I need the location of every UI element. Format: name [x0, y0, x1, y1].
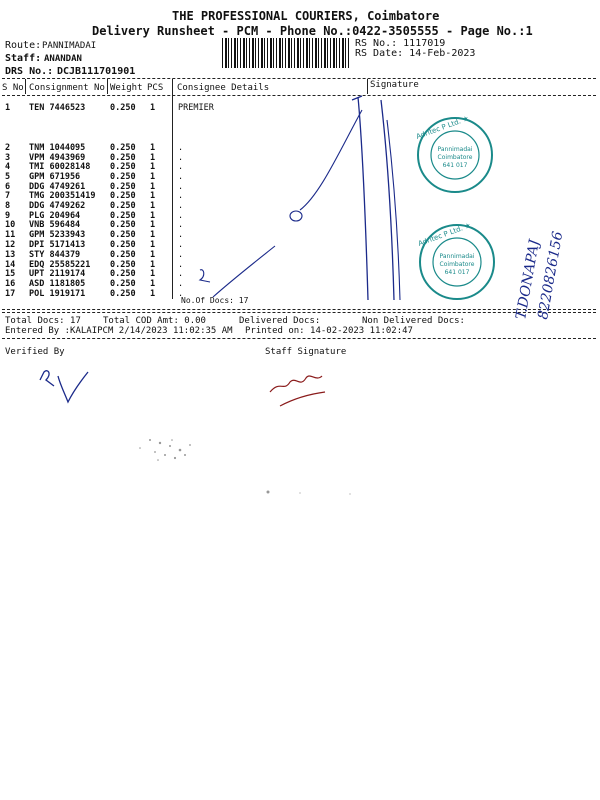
row-consignee-details: . [178, 230, 184, 240]
col-consignee: Consignee Details [177, 83, 270, 93]
row-consignment: VPM 4943969 [29, 153, 86, 163]
row-pcs: 1 [150, 153, 156, 163]
company-title: THE PROFESSIONAL COURIERS, Coimbatore [172, 9, 440, 23]
row-sno: 2 [5, 143, 11, 153]
row-consignment: DPI 5171413 [29, 240, 86, 250]
row-sno: 17 [5, 289, 16, 299]
printed-on: Printed on: 14-02-2023 11:02:47 [245, 326, 413, 336]
row-consignment: DDG 4749262 [29, 201, 86, 211]
row-consignment: GPM 671956 [29, 172, 81, 182]
row-consignee-details: . [178, 153, 184, 163]
row-consignee-details: . [178, 191, 184, 201]
row-pcs: 1 [150, 289, 156, 299]
row-consignment: TNM 1044095 [29, 143, 86, 153]
signature-stroke [381, 100, 394, 300]
row-pcs: 1 [150, 191, 156, 201]
row-sno: 14 [5, 260, 16, 270]
svg-text:641 017: 641 017 [442, 162, 468, 169]
col-pcs: PCS [147, 83, 164, 93]
row-pcs: 1 [150, 230, 156, 240]
row-weight: 0.250 [110, 230, 136, 240]
row-consignment: UPT 2119174 [29, 269, 86, 279]
row-weight: 0.250 [110, 250, 136, 260]
row-weight: 0.250 [110, 182, 136, 192]
scan-smudge [139, 439, 350, 495]
col-weight: Weight [110, 83, 143, 93]
row-weight: 0.250 [110, 191, 136, 201]
row-sno: 7 [5, 191, 11, 201]
staff-signature [270, 376, 322, 392]
row-pcs: 1 [150, 250, 156, 260]
row-sno: 15 [5, 269, 16, 279]
row-consignee-details: . [178, 250, 184, 260]
row-sno: 3 [5, 153, 11, 163]
runsheet-subtitle: Delivery Runsheet - PCM - Phone No.:0422-3505555 - Page No.:1 [92, 24, 533, 38]
row-sno: 1 [5, 103, 11, 113]
staff-signature-label: Staff Signature [265, 347, 347, 357]
row-weight: 0.250 [110, 153, 136, 163]
row-consignee-details: . [178, 279, 184, 289]
row-consignee-details: . [178, 182, 184, 192]
staff-value: ANANDAN [44, 54, 82, 64]
row-weight: 0.250 [110, 211, 136, 221]
row-weight: 0.250 [110, 220, 136, 230]
verified-by-label: Verified By [5, 347, 65, 357]
drs-value: DCJB111701901 [57, 66, 136, 77]
handwritten-name: T.DONAPAJ [513, 238, 543, 321]
row-pcs: 1 [150, 103, 156, 113]
route-label: Route: [5, 40, 42, 51]
row-sno: 5 [5, 172, 11, 182]
col-signature: Signature [370, 80, 419, 90]
total-cod: Total COD Amt: 0.00 [103, 316, 206, 326]
row-pcs: 1 [150, 211, 156, 221]
row-pcs: 1 [150, 162, 156, 172]
entered-by: Entered By :KALAIPCM 2/14/2023 11:02:35 AM [5, 326, 233, 336]
company-stamp [415, 114, 492, 192]
row-sno: 10 [5, 220, 16, 230]
row-sno: 12 [5, 240, 16, 250]
row-consignee-details: . [178, 211, 184, 221]
non-delivered-docs: Non Delivered Docs: [362, 316, 465, 326]
signature-stroke [300, 110, 362, 210]
row-consignee-details: . [178, 289, 184, 299]
total-docs: Total Docs: 17 [5, 316, 81, 326]
row-weight: 0.250 [110, 279, 136, 289]
svg-text:Adritec P Ltd. ★: Adritec P Ltd. ★ [415, 114, 470, 141]
row-consignee-details: . [178, 260, 184, 270]
row-weight: 0.250 [110, 289, 136, 299]
row-consignment: ASD 1181805 [29, 279, 86, 289]
row-sno: 13 [5, 250, 16, 260]
row-sno: 4 [5, 162, 11, 172]
row-pcs: 1 [150, 143, 156, 153]
row-consignee-details: . [178, 201, 184, 211]
row-consignee-details: . [178, 162, 184, 172]
row-consignment: STY 844379 [29, 250, 81, 260]
rs-number: RS No.: 1117019 [355, 38, 446, 49]
handwritten-phone: 8220826156 [535, 230, 567, 321]
row-sno: 16 [5, 279, 16, 289]
row-sno: 6 [5, 182, 11, 192]
signature-stroke [358, 97, 368, 300]
delivered-docs: Delivered Docs: [239, 316, 321, 326]
row-weight: 0.250 [110, 162, 136, 172]
row-consignee-details: . [178, 269, 184, 279]
no-of-docs: No.Of Docs: 17 [181, 296, 249, 305]
row-pcs: 1 [150, 220, 156, 230]
row-consignment: PLG 204964 [29, 211, 81, 221]
verified-signature [40, 371, 88, 402]
row-weight: 0.250 [110, 240, 136, 250]
row-consignment: VNB 596484 [29, 220, 81, 230]
row-consignment: DDG 4749261 [29, 182, 86, 192]
drs-label: DRS No.: [5, 66, 54, 77]
row-pcs: 1 [150, 269, 156, 279]
row-consignment: POL 1919171 [29, 289, 86, 299]
row-sno: 9 [5, 211, 11, 221]
row-weight: 0.250 [110, 103, 136, 113]
svg-text:Coimbatore: Coimbatore [437, 154, 473, 161]
row-consignee-details: PREMIER [178, 103, 214, 113]
row-weight: 0.250 [110, 201, 136, 211]
row-consignment: TMG 200351419 [29, 191, 96, 201]
row-consignee-details: . [178, 143, 184, 153]
row-pcs: 1 [150, 172, 156, 182]
row-weight: 0.250 [110, 143, 136, 153]
row-consignment: GPM 5233943 [29, 230, 86, 240]
row-sno: 11 [5, 230, 16, 240]
signature-stroke [213, 246, 275, 297]
svg-text:Adritec P Ltd. ★: Adritec P Ltd. ★ [417, 221, 472, 248]
row-consignee-details: . [178, 240, 184, 250]
svg-text:Coimbatore: Coimbatore [439, 261, 475, 268]
row-weight: 0.250 [110, 269, 136, 279]
svg-text:Pannimadai: Pannimadai [439, 253, 475, 260]
rs-date: RS Date: 14-Feb-2023 [355, 48, 476, 59]
row-pcs: 1 [150, 279, 156, 289]
row-consignee-details: . [178, 220, 184, 230]
svg-text:Pannimadai: Pannimadai [437, 146, 473, 153]
row-consignment: TMI 60028148 [29, 162, 91, 172]
row-pcs: 1 [150, 182, 156, 192]
svg-text:641 017: 641 017 [444, 269, 470, 276]
row-pcs: 1 [150, 240, 156, 250]
row-weight: 0.250 [110, 260, 136, 270]
company-stamp [417, 221, 494, 299]
staff-label: Staff: [5, 53, 42, 64]
row-sno: 8 [5, 201, 11, 211]
col-consignment: Consignment No [29, 83, 105, 93]
row-weight: 0.250 [110, 172, 136, 182]
col-sno: S No [2, 83, 24, 93]
row-pcs: 1 [150, 260, 156, 270]
row-pcs: 1 [150, 201, 156, 211]
route-value: PANNIMADAI [42, 41, 97, 51]
row-consignment: EDQ 25585221 [29, 260, 91, 270]
row-consignee-details: . [178, 172, 184, 182]
row-consignment: TEN 7446523 [29, 103, 86, 113]
